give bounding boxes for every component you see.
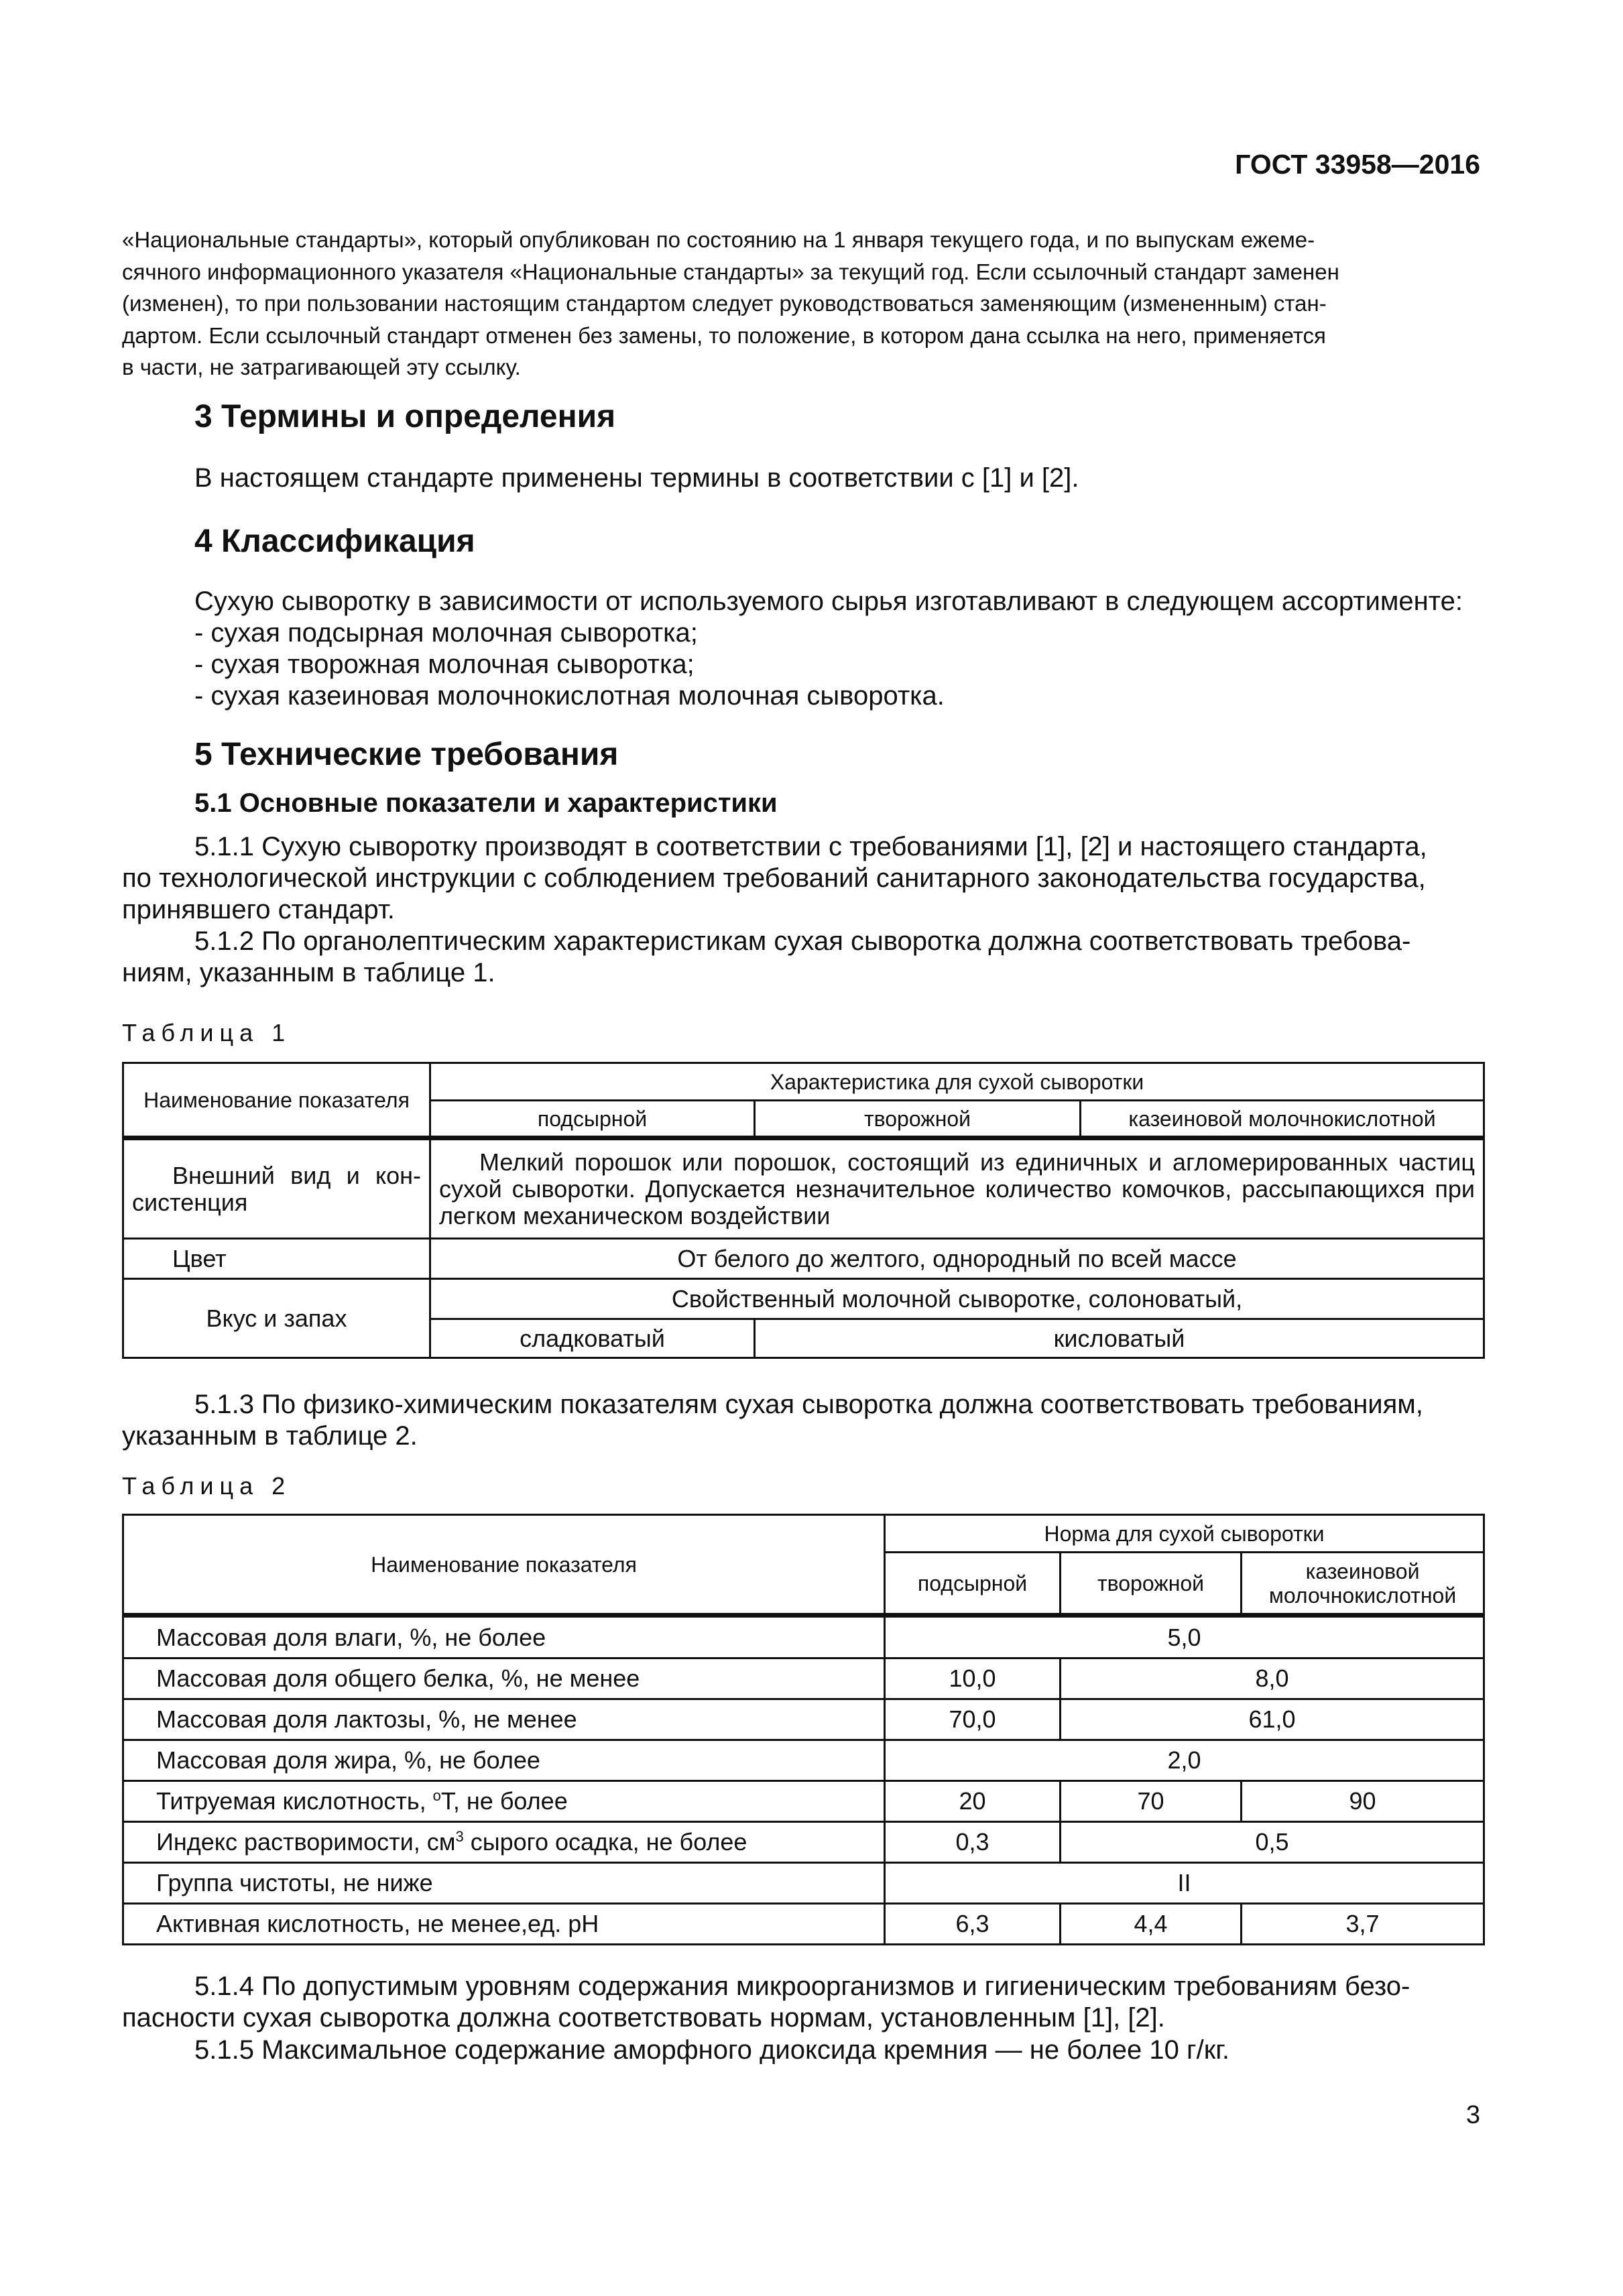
table-header-cell: творожной: [1061, 1553, 1242, 1616]
table-cell: кисловатый: [755, 1319, 1484, 1358]
table-cell: 2,0: [885, 1740, 1484, 1781]
text-line: 5.1.4 По допустимым уровням содержания микроорганизмов и гигиеническим требованиям безо-: [194, 1972, 1410, 2001]
table-cell: Внешний вид и кон-систенция: [123, 1138, 430, 1239]
table-cell: 10,0: [885, 1658, 1061, 1699]
table-cell: Свойственный молочной сыворотке, солоноватый,: [430, 1279, 1484, 1319]
table-cell: 61,0: [1061, 1699, 1484, 1740]
table-cell: Массовая доля жира, %, не более: [123, 1740, 885, 1781]
text-line: по технологической инструкции с соблюдением требований санитарного законодательства государства,: [122, 863, 1426, 893]
paragraph-5-1-4: [122, 1971, 1482, 2034]
table-cell: 90: [1242, 1781, 1484, 1822]
table-1: [122, 1062, 1485, 1359]
section-4-list: [194, 586, 1463, 712]
degree-superscript: о: [432, 1787, 441, 1804]
table-header-cell: казеиновой молочнокислотной: [1242, 1553, 1484, 1616]
text-line: 5.1.2 По органолептическим характеристикам сухая сыворотка должна соответствовать требова-: [194, 926, 1411, 956]
text-line: ниям, указанным в таблице 1.: [122, 958, 495, 987]
subsection-5-1-title: 5.1 Основные показатели и характеристики: [194, 788, 778, 818]
table-cell: Цвет: [123, 1239, 430, 1279]
text-line: 5.1.3 По физико-химическим показателям сухая сыворотка должна соответствовать требованиям,: [194, 1390, 1423, 1419]
table-2: [122, 1514, 1485, 1945]
paragraph-5-1-3: [122, 1389, 1482, 1452]
table-cell: [123, 1822, 885, 1863]
table-cell: 0,3: [885, 1822, 1061, 1863]
table-header-cell: казеиновой молочнокислотной: [1081, 1101, 1484, 1138]
list-item: - сухая казеиновая молочнокислотная молочная сыворотка.: [194, 681, 945, 711]
intro-line: «Национальные стандарты», который опубликован по состоянию на 1 января текущего года, и по выпускам ежеме-: [122, 227, 1315, 252]
table-header-cell: Норма для сухой сыворотки: [885, 1515, 1484, 1553]
table-cell: II: [885, 1863, 1484, 1904]
table-cell: Массовая доля общего белка, %, не менее: [123, 1658, 885, 1699]
table-header-cell: Наименование показателя: [123, 1063, 430, 1138]
table-cell: сладковатый: [430, 1319, 755, 1358]
text-line: пасности сухая сыворотка должна соответствовать нормам, установленным [1], [2].: [122, 2003, 1165, 2033]
table-cell: Активная кислотность, не менее,ед. pH: [123, 1904, 885, 1945]
cubic-superscript: 3: [455, 1828, 464, 1845]
text-line: принявшего стандарт.: [122, 895, 395, 924]
list-item: - сухая подсырная молочная сыворотка;: [194, 618, 698, 648]
table-cell: Вкус и запах: [123, 1279, 430, 1358]
table-1-caption: Таблица 1: [122, 1019, 292, 1046]
table-cell: [123, 1781, 885, 1822]
text-line: 5.1.1 Сухую сыворотку производят в соответствии с требованиями [1], [2] и настоящего стандарта,: [194, 832, 1427, 861]
table-cell: 70,0: [885, 1699, 1061, 1740]
intro-line: дартом. Если ссылочный стандарт отменен без замены, то положение, в котором дана ссылка на него, применяется: [122, 322, 1326, 348]
page-number: 3: [1465, 2101, 1480, 2129]
intro-paragraph: [122, 224, 1482, 383]
paragraph-5-1-2: [122, 926, 1482, 989]
text-line: указанным в таблице 2.: [122, 1421, 418, 1451]
table-2-caption: Таблица 2: [122, 1472, 292, 1500]
cell-text: сырого осадка, не более: [463, 1828, 747, 1856]
table-cell: Массовая доля лактозы, %, не менее: [123, 1699, 885, 1740]
table-header-cell: Характеристика для сухой сыворотки: [430, 1063, 1484, 1101]
table-cell: 70: [1061, 1781, 1242, 1822]
table-cell: 6,3: [885, 1904, 1061, 1945]
table-cell: 0,5: [1061, 1822, 1484, 1863]
table-cell: Мелкий порошок или порошок, состоящий из единичных и агломерированных частиц сухой сыворотки. Допускается незначительное количество комочков, рассыпающихся при легком механическом воздействии: [430, 1138, 1484, 1239]
intro-line: (изменен), то при пользовании настоящим стандартом следует руководствоваться заменяющим (измененным) стан-: [122, 291, 1327, 316]
table-cell: Группа чистоты, не ниже: [123, 1863, 885, 1904]
paragraph-5-1-5: 5.1.5 Максимальное содержание аморфного диоксида кремния — не более 10 г/кг.: [194, 2035, 1230, 2065]
cell-text: Титруемая кислотность,: [156, 1787, 433, 1815]
table-cell: 4,4: [1061, 1904, 1242, 1945]
table-header-cell: творожной: [755, 1101, 1081, 1138]
table-header-cell: подсырной: [430, 1101, 755, 1138]
section-5-title: 5 Технические требования: [194, 737, 619, 772]
table-cell: 3,7: [1242, 1904, 1484, 1945]
section-3-title: 3 Термины и определения: [194, 399, 616, 434]
table-header-cell: подсырной: [885, 1553, 1061, 1616]
document-code: ГОСТ 33958—2016: [1235, 149, 1480, 180]
cell-text: Т, не более: [440, 1787, 568, 1815]
table-cell: 5,0: [885, 1616, 1484, 1658]
section-3-text: В настоящем стандарте применены термины в соответствии с [1] и [2].: [194, 463, 1079, 493]
section-4-title: 4 Классификация: [194, 524, 475, 559]
table-cell: 8,0: [1061, 1658, 1484, 1699]
table-cell: Массовая доля влаги, %, не более: [123, 1616, 885, 1658]
cell-text: Индекс растворимости, см: [156, 1828, 456, 1856]
paragraph-5-1-1: [122, 831, 1482, 926]
table-cell: От белого до желтого, однородный по всей массе: [430, 1239, 1484, 1279]
table-cell: 20: [885, 1781, 1061, 1822]
section-4-intro: Сухую сыворотку в зависимости от используемого сырья изготавливают в следующем ассортименте:: [194, 587, 1463, 616]
intro-line: сячного информационного указателя «Национальные стандарты» за текущий год. Если ссылочный стандарт заменен: [122, 259, 1339, 284]
intro-line: в части, не затрагивающей эту ссылку.: [122, 355, 521, 379]
list-item: - сухая творожная молочная сыворотка;: [194, 650, 695, 679]
table-header-cell: Наименование показателя: [123, 1515, 885, 1616]
